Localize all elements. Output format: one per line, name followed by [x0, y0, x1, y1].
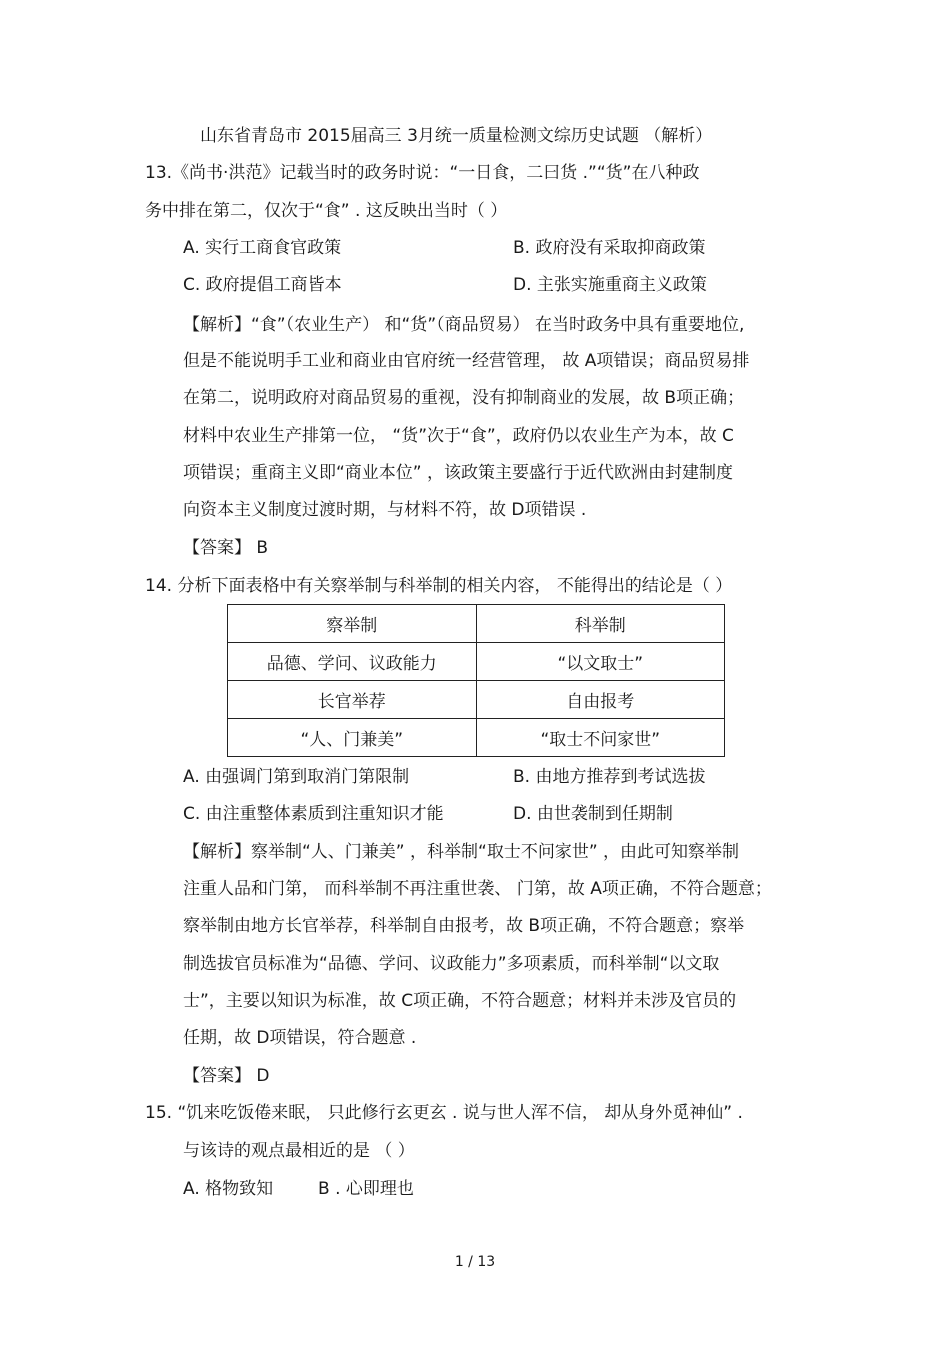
table-header-row: [228, 605, 725, 643]
q14-analysis-line: 制选拔官员标准为“品德、学问、议政能力”多项素质，而科举制“以文取: [183, 954, 720, 974]
table-row: [228, 643, 725, 681]
table-cell: 自由报考: [476, 681, 725, 719]
table-row: [228, 681, 725, 719]
q14-stem: 14. 分析下面表格中有关察举制与科举制的相关内容， 不能得出的结论是（ ）: [145, 576, 733, 596]
q13-stem-line1: 13.《尚书·洪范》记载当时的政务时说：“一日食，二曰货 .”“货”在八种政: [145, 163, 700, 183]
table-cell: 品德、学问、议政能力: [228, 643, 477, 681]
q13-option-b: B. 政府没有采取抑商政策: [513, 238, 706, 258]
q13-analysis-line: 向资本主义制度过渡时期，与材料不符，故 D项错误 .: [183, 500, 587, 520]
q13-analysis-line: 在第二，说明政府对商品贸易的重视，没有抑制商业的发展，故 B项正确；: [183, 388, 745, 408]
table-header-cell: 察举制: [228, 605, 477, 643]
q14-analysis-line: 察举制由地方长官举荐，科举制自由报考，故 B项正确，不符合题意；察举: [183, 916, 745, 936]
table-cell: 长官举荐: [228, 681, 477, 719]
q14-analysis-line: 【解析】察举制“人、门兼美” ，科举制“取士不问家世” ，由此可知察举制: [183, 842, 740, 862]
q14-option-b: B. 由地方推荐到考试选拔: [513, 767, 706, 787]
q14-option-c: C. 由注重整体素质到注重知识才能: [183, 804, 444, 824]
q13-analysis-line: 项错误；重商主义即“商业本位” ，该政策主要盛行于近代欧洲由封建制度: [183, 463, 734, 483]
table-cell: “取士不问家世”: [476, 719, 725, 757]
q14-option-a: A. 由强调门第到取消门第限制: [183, 767, 410, 787]
q13-option-c: C. 政府提倡工商皆本: [183, 275, 342, 295]
q13-analysis-line: 【解析】“食”（农业生产） 和“货”（商品贸易） 在当时政务中具有重要地位,: [183, 315, 745, 335]
q15-option-a: A. 格物致知: [183, 1179, 274, 1199]
q14-option-d: D. 由世袭制到任期制: [513, 804, 673, 824]
q13-option-a: A. 实行工商食官政策: [183, 238, 342, 258]
q14-analysis-line: 任期，故 D项错误，符合题意 .: [183, 1028, 417, 1048]
q13-option-d: D. 主张实施重商主义政策: [513, 275, 707, 295]
table-header-cell: 科举制: [476, 605, 725, 643]
q15-stem-line1: 15. “饥来吃饭倦来眠， 只此修行玄更玄 . 说与世人浑不信， 却从身外觅神仙” .: [145, 1103, 743, 1123]
q13-analysis-line: 材料中农业生产排第一位， “货”次于“食”，政府仍以农业生产为本，故 C: [183, 426, 734, 446]
q13-answer: 【答案】 B: [183, 538, 269, 558]
comparison-table: [227, 604, 725, 757]
q14-analysis-line: 士”，主要以知识为标准，故 C项正确，不符合题意；材料并未涉及官员的: [183, 991, 737, 1011]
q13-analysis-line: 但是不能说明手工业和商业由官府统一经营管理， 故 A项错误；商品贸易排: [183, 351, 750, 371]
q15-stem-line2: 与该诗的观点最相近的是 （ ）: [183, 1141, 415, 1161]
page-title: 山东省青岛市 2015届高三 3月统一质量检测文综历史试题 （解析）: [200, 126, 713, 146]
table-cell: “人、门兼美”: [228, 719, 477, 757]
table-row: [228, 719, 725, 757]
q14-answer: 【答案】 D: [183, 1066, 270, 1086]
q15-option-b: B . 心即理也: [318, 1179, 414, 1199]
q13-stem-line2: 务中排在第二，仅次于“食” . 这反映出当时（ ）: [145, 201, 508, 221]
q14-analysis-line: 注重人品和门第， 而科举制不再注重世袭、 门第，故 A项正确，不符合题意；: [183, 879, 772, 899]
table-cell: “以文取士”: [476, 643, 725, 681]
page-number: 1 / 13: [454, 1254, 496, 1270]
